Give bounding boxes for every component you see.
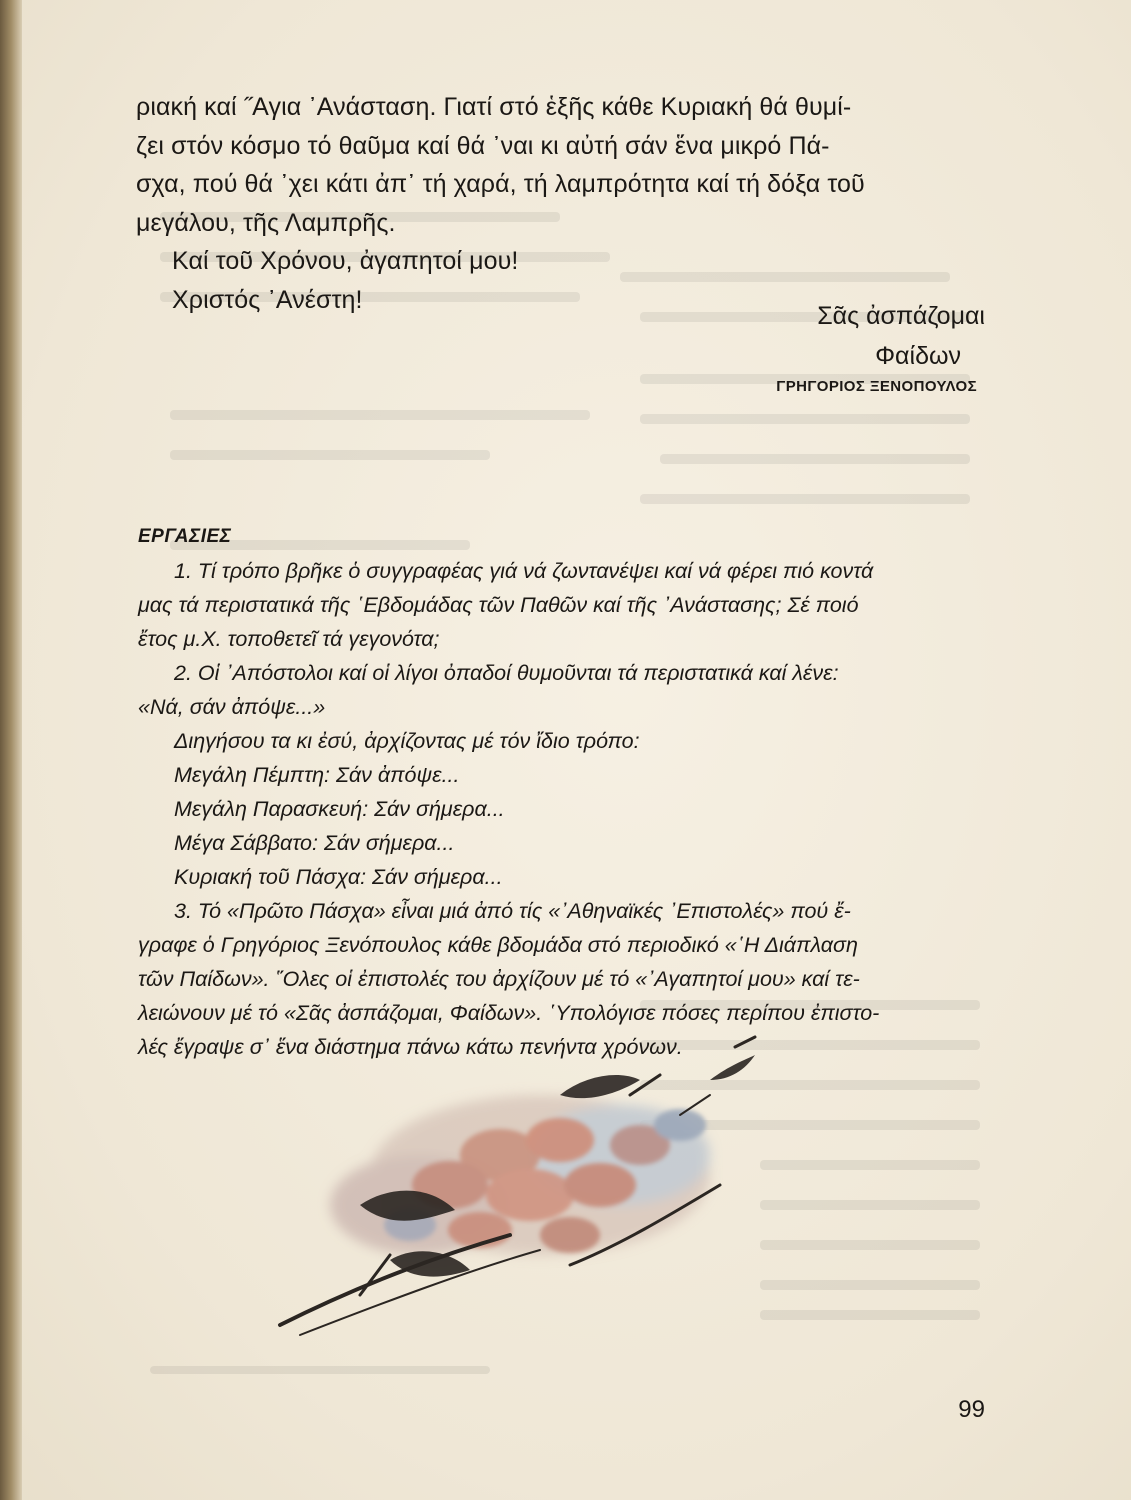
letter-signoff xyxy=(817,296,985,376)
flower-illustration xyxy=(240,1035,800,1355)
letter-line: σχα, πού θά ᾽χει κάτι ἀπ᾽ τή χαρά, τή λαμπρότητα καί τή δόξα τοῦ xyxy=(136,170,865,198)
wish-line: Καί τοῦ Χρόνου, ἀγαπητοί μου! xyxy=(172,247,519,275)
exercise-line: τῶν Παίδων». ῞Ολες οἱ ἐπιστολές του ἀρχίζουν μέ τό «᾽Αγαπητοί μου» καί τε- xyxy=(138,967,860,991)
exercise-line: μας τά περιστατικά τῆς ῾Εβδομάδας τῶν Παθῶν καί τῆς ᾽Ανάστασης; Σέ ποιό xyxy=(138,593,859,617)
author-name: ΓΡΗΓΟΡΙΟΣ ΞΕΝΟΠΟΥΛΟΣ xyxy=(776,378,977,395)
exercise-line: 3. Τό «Πρῶτο Πάσχα» εἶναι μιά ἀπό τίς «᾽Αθηναϊκές ᾽Επιστολές» πού ἔ- xyxy=(174,899,851,923)
exercises-title: ΕΡΓΑΣΙΕΣ xyxy=(138,526,232,547)
exercise-line: «Νά, σάν ἀπόψε...» xyxy=(138,695,326,719)
exercise-line: λές ἔγραψε σ᾽ ἕνα διάστημα πάνω κάτω πενήντα χρόνων. xyxy=(138,1035,683,1059)
exercise-line: 1. Τί τρόπο βρῆκε ὁ συγγραφέας γιά νά ζωντανέψει καί νά φέρει πιό κοντά xyxy=(174,559,874,583)
exercise-line: γραφε ὁ Γρηγόριος Ξενόπουλος κάθε βδομάδα στό περιοδικό «῾Η Διάπλαση xyxy=(138,933,858,957)
greeting-line: Χριστός ᾽Ανέστη! xyxy=(172,285,363,314)
book-spine xyxy=(0,0,22,1500)
exercise-line: Μεγάλη Πέμπτη: Σάν ἀπόψε... xyxy=(174,763,460,787)
exercise-line: Μέγα Σάββατο: Σάν σήμερα... xyxy=(174,831,455,855)
signoff-greeting: Σᾶς ἀσπάζομαι xyxy=(817,302,985,330)
exercise-line: 2. Οἱ ᾽Απόστολοι καί οἱ λίγοι ὀπαδοί θυμοῦνται τά περιστατικά καί λένε: xyxy=(174,661,839,685)
exercise-line: ἔτος μ.Χ. τοποθετεῖ τά γεγονότα; xyxy=(138,627,440,651)
letter-body xyxy=(136,88,981,319)
exercise-line: Διηγήσου τα κι ἐσύ, ἀρχίζοντας μέ τόν ἴδιο τρόπο: xyxy=(174,729,640,753)
letter-line: μεγάλου, τῆς Λαμπρῆς. xyxy=(136,208,396,237)
exercise-line: Κυριακή τοῦ Πάσχα: Σάν σήμερα... xyxy=(174,865,503,889)
exercises-section xyxy=(138,520,988,1064)
letter-line: ζει στόν κόσμο τό θαῦμα καί θά ᾽ναι κι αὐτή σάν ἕνα μικρό Πά- xyxy=(136,131,830,160)
letter-line: ριακή καί ˝Αγια ᾽Ανάσταση. Γιατί στό ἑξῆς κάθε Κυριακή θά θυμί- xyxy=(136,93,852,121)
exercise-line: Μεγάλη Παρασκευή: Σάν σήμερα... xyxy=(174,797,505,821)
exercise-line: λειώνουν μέ τό «Σᾶς ἀσπάζομαι, Φαίδων». ῾Υπολόγισε πόσες περίπου ἐπιστο- xyxy=(138,1001,880,1025)
page-number: 99 xyxy=(958,1396,985,1423)
signoff-signature: Φαίδων xyxy=(875,342,961,370)
